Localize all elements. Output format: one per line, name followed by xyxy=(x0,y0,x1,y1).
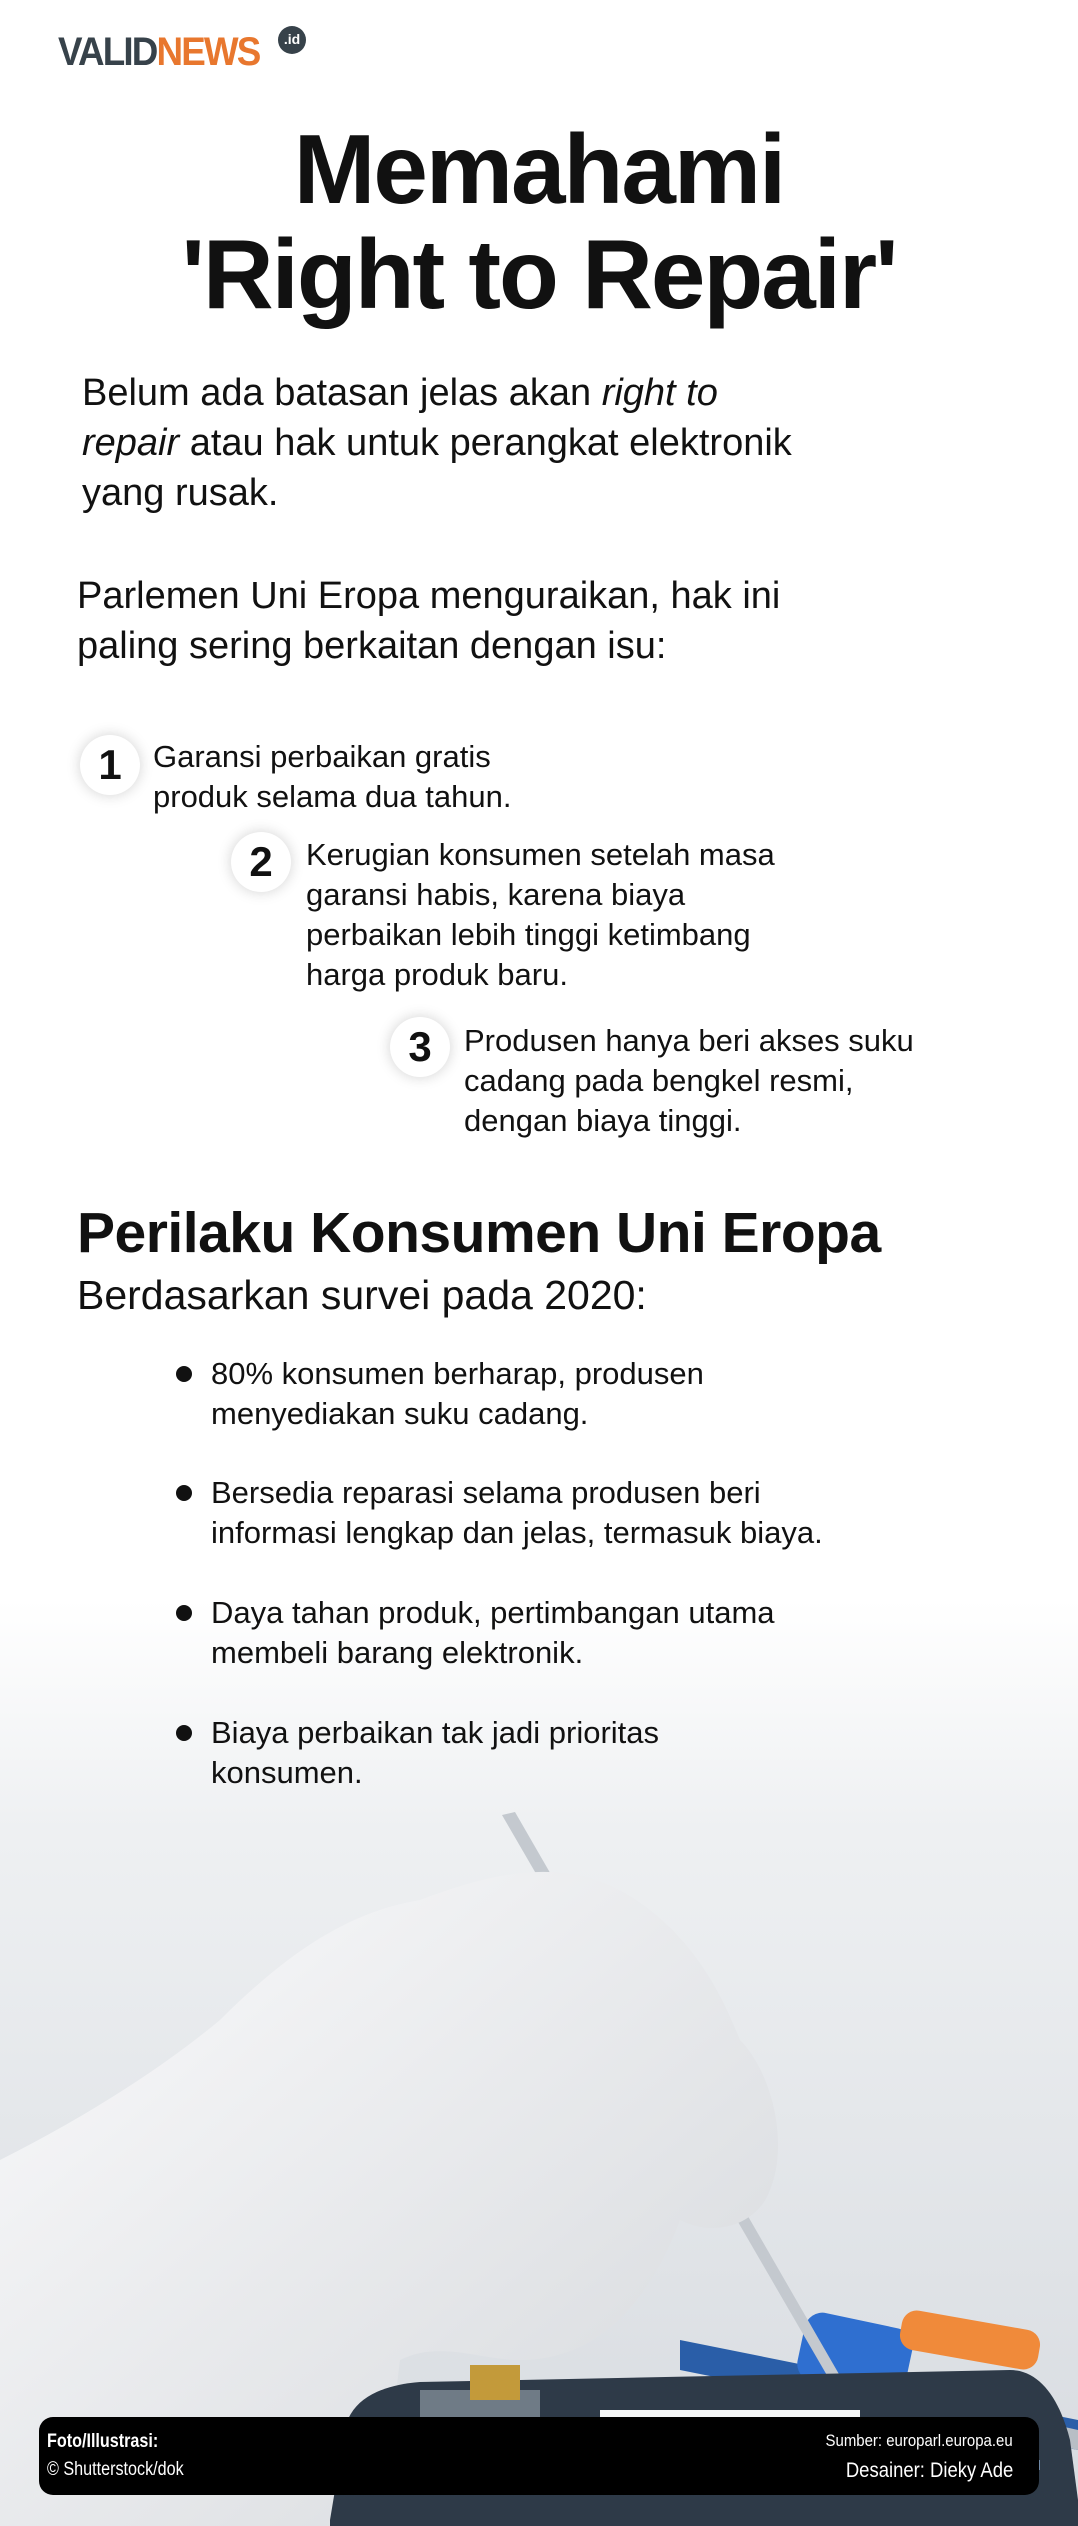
bullet-line: Bersedia reparasi selama produsen beri xyxy=(211,1475,761,1510)
bullet-icon xyxy=(176,1725,192,1741)
intro-text: yang rusak. xyxy=(82,472,279,514)
issue-item-2 xyxy=(306,835,775,995)
photo-credit: © Shutterstock/dok xyxy=(47,2459,184,2480)
intro-italic: right to xyxy=(601,372,718,414)
intro-text: Belum ada batasan jelas akan xyxy=(82,372,602,414)
intro-paragraph-2 xyxy=(77,571,1057,671)
bullet-line: informasi lengkap dan jelas, termasuk biaya. xyxy=(211,1515,823,1550)
bullet-item-2 xyxy=(211,1473,1011,1553)
intro-text: atau hak untuk perangkat elektronik xyxy=(179,422,792,464)
issue-line: produk selama dua tahun. xyxy=(153,779,512,814)
intro-text: Parlemen Uni Eropa menguraikan, hak ini xyxy=(77,575,781,617)
designer-credit: Desainer: Dieky Ade xyxy=(845,2459,1013,2482)
bullet-line: membeli barang elektronik. xyxy=(211,1635,584,1670)
issue-line: Garansi perbaikan gratis xyxy=(153,739,491,774)
issue-line: perbaikan lebih tinggi ketimbang xyxy=(306,917,751,952)
bullet-icon xyxy=(176,1485,192,1501)
issue-line: garansi habis, karena biaya xyxy=(306,877,686,912)
logo-text-valid: VALID xyxy=(58,30,157,74)
bullet-icon xyxy=(176,1605,192,1621)
page-title-line2: 'Right to Repair' xyxy=(181,219,897,329)
number-badge-3: 3 xyxy=(390,1017,450,1077)
bullet-line: 80% konsumen berharap, produsen xyxy=(211,1356,704,1391)
bullet-line: Biaya perbaikan tak jadi prioritas xyxy=(211,1715,660,1750)
validnews-logo xyxy=(58,30,260,80)
logo-badge: .id xyxy=(278,26,306,54)
intro-italic: repair xyxy=(82,422,180,464)
issue-item-3 xyxy=(464,1021,914,1141)
bullet-icon xyxy=(176,1366,192,1382)
issue-line: cadang pada bengkel resmi, xyxy=(464,1063,854,1098)
bullet-item-1 xyxy=(211,1354,1011,1434)
issue-line: Kerugian konsumen setelah masa xyxy=(306,837,775,872)
issue-line: dengan biaya tinggi. xyxy=(464,1103,742,1138)
page-title-line1: Memahami xyxy=(293,114,785,224)
bullet-item-3 xyxy=(211,1593,1011,1673)
bullet-item-4 xyxy=(211,1713,1011,1793)
issue-item-1 xyxy=(153,737,511,817)
photo-label: Foto/Illustrasi: xyxy=(47,2431,159,2452)
intro-paragraph-1 xyxy=(82,368,1042,518)
issue-line: harga produk baru. xyxy=(306,957,568,992)
bullet-line: menyediakan suku cadang. xyxy=(211,1396,589,1431)
credits-footer xyxy=(39,2417,1039,2495)
section-heading: Perilaku Konsumen Uni Eropa xyxy=(77,1201,881,1265)
logo-text-news: NEWS xyxy=(156,30,260,74)
source-credit: Sumber: europarl.europa.eu xyxy=(825,2431,1013,2450)
number-badge-1: 1 xyxy=(80,735,140,795)
bullet-line: Daya tahan produk, pertimbangan utama xyxy=(211,1595,775,1630)
issue-line: Produsen hanya beri akses suku xyxy=(464,1023,914,1058)
intro-text: paling sering berkaitan dengan isu: xyxy=(77,625,667,667)
number-badge-2: 2 xyxy=(231,832,291,892)
bullet-line: konsumen. xyxy=(211,1755,363,1790)
section-subheading: Berdasarkan survei pada 2020: xyxy=(77,1272,647,1318)
